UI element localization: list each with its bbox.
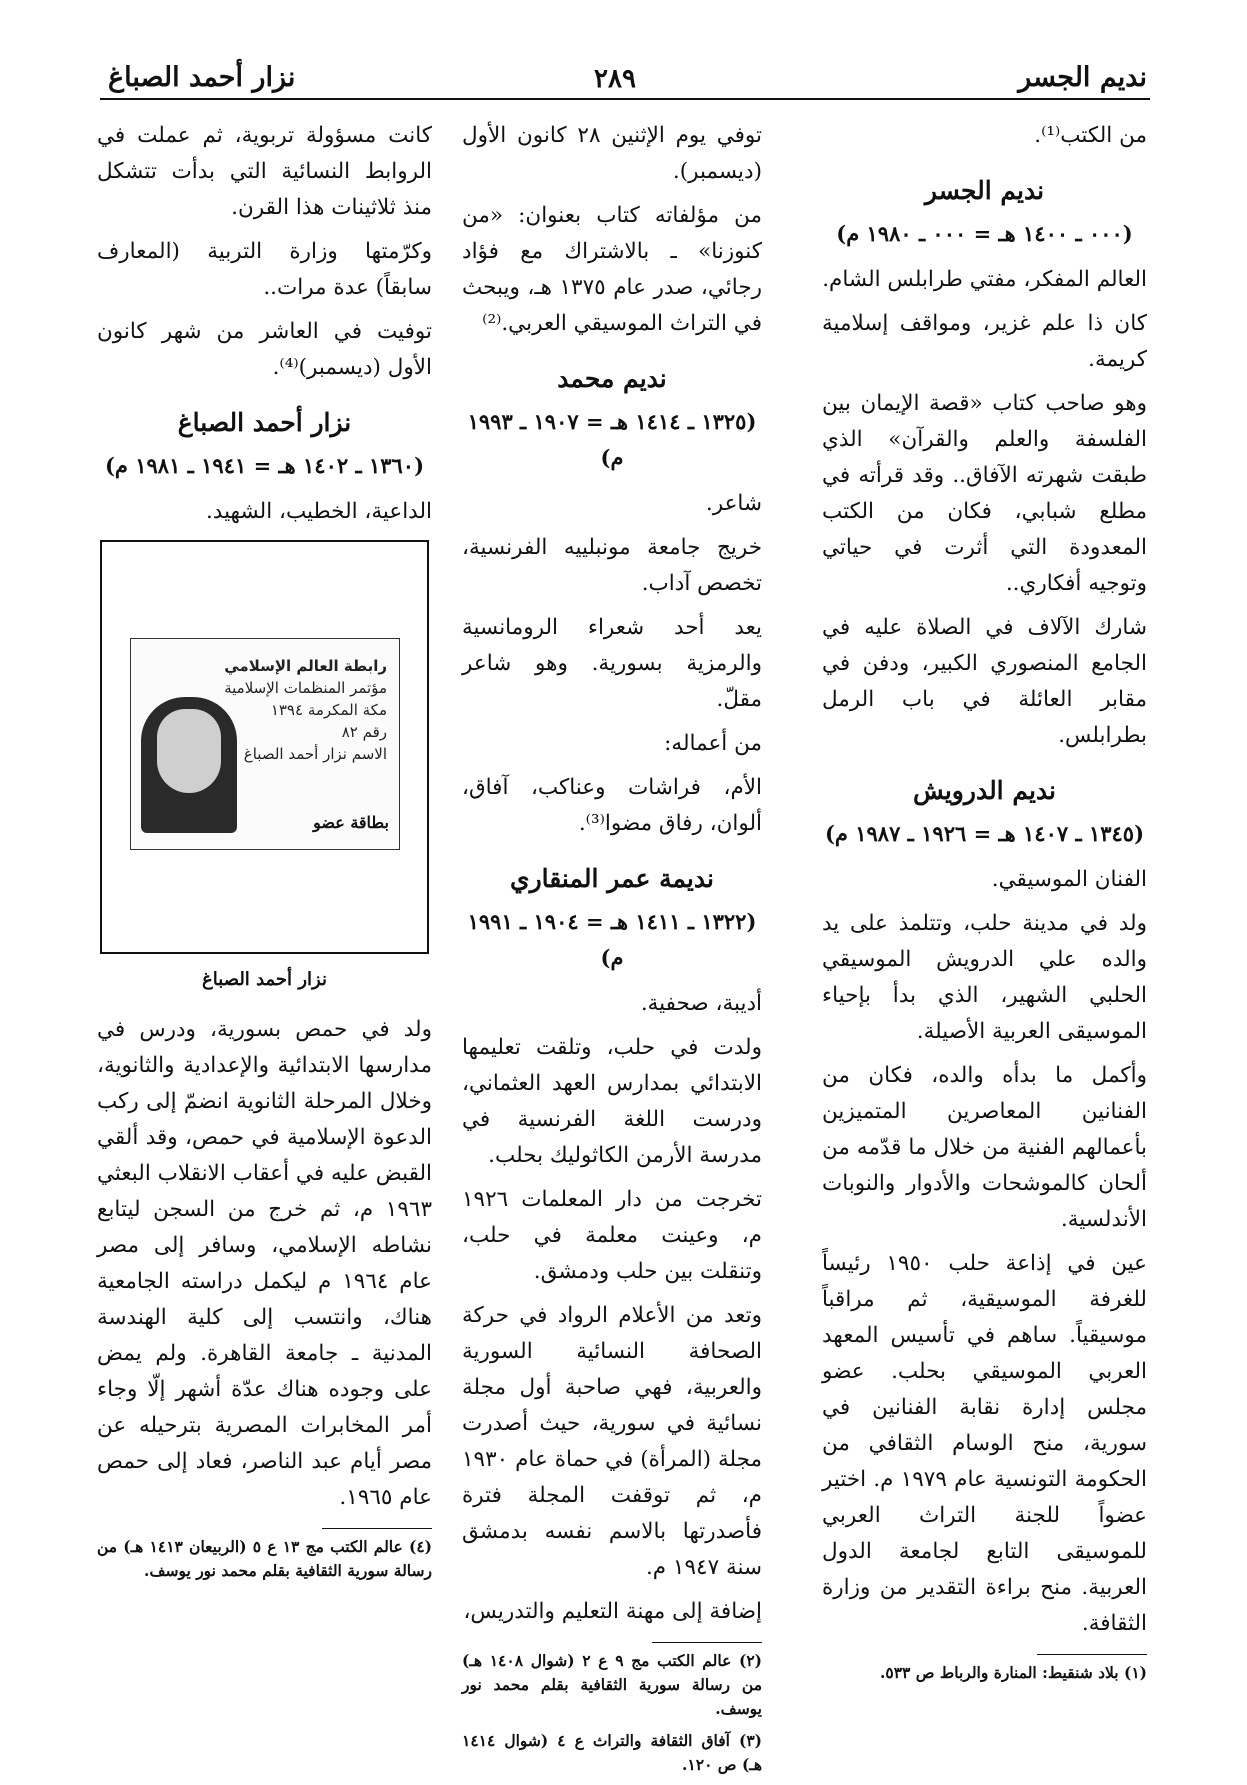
- footnote-rule: [1037, 1654, 1147, 1655]
- footnote: (١) بلاد شنقيط: المنارة والرباط ص ٥٣٣.: [879, 1663, 1147, 1682]
- card-text: مكة المكرمة ١٣٩٤: [270, 701, 387, 719]
- paragraph: الفنان الموسيقي.: [991, 867, 1147, 892]
- card-text: رقم ٨٢: [341, 723, 387, 741]
- footnote: (٤) عالم الكتب مج ١٣ ع ٥ (الربيعان ١٤١٣ هـ) من رسالة سورية الثقافية بقلم محمد نور يوسف.: [97, 1537, 432, 1580]
- paragraph: وكرّمتها وزارة التربية (المعارف سابقاً) عدة مرات..: [97, 239, 432, 300]
- footnote: (٣) آفاق الثقافة والتراث ع ٤ (شوال ١٤١٤ هـ) ص ١٢٠.: [462, 1731, 762, 1774]
- paragraph: كان ذا علم غزير، ومواقف إسلامية كريمة.: [822, 311, 1147, 372]
- entry-dates: (١٣٤٥ ـ ١٤٠٧ هـ = ١٩٢٦ ـ ١٩٨٧ م): [824, 821, 1144, 846]
- paragraph: أديبة، صحفية.: [640, 991, 762, 1016]
- card-text: رابطة العالم الإسلامي: [224, 657, 387, 675]
- paragraph: من الكتب⁽¹⁾.: [1034, 123, 1147, 148]
- membership-card-image: [130, 638, 400, 850]
- paragraph: توفي يوم الإثنين ٢٨ كانون الأول (ديسمبر).: [462, 123, 762, 184]
- entry-dates: (١٣٦٠ ـ ١٤٠٢ هـ = ١٩٤١ ـ ١٩٨١ م): [104, 453, 424, 478]
- paragraph: خريج جامعة مونبلييه الفرنسية، تخصص آداب.: [462, 535, 762, 596]
- column-middle: [462, 118, 762, 1785]
- paragraph: من مؤلفاته كتاب بعنوان: «من كنوزنا» ـ بالاشتراك مع فؤاد رجائي، صدر عام ١٣٧٥ هـ، ويبحث في التراث الموسيقي العربي.⁽²⁾: [462, 203, 762, 336]
- photo-frame: [100, 540, 429, 954]
- paragraph: عين في إذاعة حلب ١٩٥٠ رئيساً للغرفة الموسيقية، ثم مراقباً موسيقياً. ساهم في تأسيس المعهد العربي الموسيقي بحلب. عضو مجلس إدارة نقابة الفنانين في سورية، منح الوسام الثقافي من الحكومة التونسية عام ١٩٧٩ م. اختير عضواً للجنة التراث العربي للموسيقى التابع لجامعة الدول العربية. منح براءة التقدير من وزارة الثقافة.: [822, 1251, 1147, 1636]
- entry-heading: نزار أحمد الصباغ: [177, 408, 352, 437]
- column-right: [822, 118, 1147, 1693]
- paragraph: توفيت في العاشر من شهر كانون الأول (ديسمبر)⁽⁴⁾.: [97, 319, 432, 380]
- entry-dates: (٠٠٠ ـ ١٤٠٠ هـ = ٠٠٠ ـ ١٩٨٠ م): [836, 221, 1133, 246]
- entry-heading: نديم الجسر: [924, 176, 1045, 205]
- entry-dates: (١٣٢٥ ـ ١٤١٤ هـ = ١٩٠٧ ـ ١٩٩٣ م): [467, 409, 757, 470]
- footnote: (٢) عالم الكتب مج ٩ ع ٢ (شوال ١٤٠٨ هـ) من رسالة سورية الثقافية بقلم محمد نور يوسف.: [462, 1651, 762, 1718]
- paragraph: وتعد من الأعلام الرواد في حركة الصحافة النسائية السورية والعربية، فهي صاحبة أول مجلة نسائية في سورية، حيث أصدرت مجلة (المرأة) في حماة عام ١٩٣٠ م، ثم توقفت المجلة فترة فأصدرتها بالاسم نفسه بدمشق سنة ١٩٤٧ م.: [462, 1303, 762, 1580]
- card-text: الاسم نزار أحمد الصباغ: [243, 745, 387, 763]
- paragraph: ولدت في حلب، وتلقت تعليمها الابتدائي بمدارس العهد العثماني، ودرست اللغة الفرنسية في مدرسة الأرمن الكاثوليك بحلب.: [462, 1035, 762, 1168]
- footnote-rule: [322, 1528, 432, 1529]
- paragraph: كانت مسؤولة تربوية، ثم عملت في الروابط النسائية التي بدأت تتشكل منذ ثلاثينات هذا القرن.: [97, 123, 432, 220]
- footnote-rule: [652, 1642, 762, 1643]
- paragraph: وهو صاحب كتاب «قصة الإيمان بين الفلسفة والعلم والقرآن» الذي طبقت شهرته الآفاق.. وقد قرأته في مطلع شبابي، فكان من الكتب المعدودة التي أثرت في حياتي وتوجيه أفكاري..: [822, 391, 1147, 596]
- paragraph: الأم، فراشات وعناكب، آفاق، ألوان، رفاق مضوا⁽³⁾.: [462, 775, 762, 836]
- entry-heading: نديم الدرويش: [912, 776, 1057, 805]
- card-text: مؤتمر المنظمات الإسلامية: [224, 679, 387, 697]
- paragraph: شارك الآلاف في الصلاة عليه في الجامع المنصوري الكبير، ودفن في مقابر العائلة في باب الرمل بطرابلس.: [822, 615, 1147, 748]
- entry-heading: نديم محمد: [557, 364, 667, 393]
- paragraph: من أعماله:: [664, 731, 762, 756]
- running-header-right: نديم الجسر: [1018, 62, 1147, 93]
- paragraph: العالم المفكر، مفتي طرابلس الشام.: [822, 267, 1147, 292]
- running-header-left: نزار أحمد الصباغ: [108, 62, 296, 93]
- paragraph: شاعر.: [705, 491, 762, 516]
- entry-dates: (١٣٢٢ ـ ١٤١١ هـ = ١٩٠٤ ـ ١٩٩١ م): [467, 909, 757, 970]
- paragraph: يعد أحد شعراء الرومانسية والرمزية بسورية. وهو شاعر مقلّ.: [462, 615, 762, 712]
- paragraph: الداعية، الخطيب، الشهيد.: [205, 499, 432, 524]
- paragraph: إضافة إلى مهنة التعليم والتدريس،: [463, 1599, 762, 1624]
- entry-heading: نديمة عمر المنقاري: [510, 864, 714, 893]
- paragraph: وأكمل ما بدأه والده، فكان من الفنانين المعاصرين المتميزين بأعمالهم الفنية من خلال ما قدّمه من ألحان كالموشحات والأدوار والنوبات الأندلسية.: [822, 1063, 1147, 1232]
- page-number: ٢٨٩: [594, 64, 636, 94]
- paragraph: تخرجت من دار المعلمات ١٩٢٦ م، وعينت معلمة في حلب، وتنقلت بين حلب ودمشق.: [462, 1187, 762, 1284]
- portrait-face: [157, 709, 221, 793]
- photo-caption: نزار أحمد الصباغ: [202, 969, 327, 990]
- header-rule: [100, 98, 1150, 100]
- card-footer: بطاقة عضو: [313, 813, 389, 832]
- paragraph: ولد في حمص بسورية، ودرس في مدارسها الابتدائية والإعدادية والثانوية، وخلال المرحلة الثانوية انضمّ إلى ركب الدعوة الإسلامية في حمص، وقد ألقي القبض عليه في أعقاب الانقلاب البعثي ١٩٦٣ م، ثم خرج من السجن ليتابع نشاطه الإسلامي، وسافر إلى مصر عام ١٩٦٤ م ليكمل دراسته الجامعية هناك، وانتسب إلى كلية الهندسة المدنية ـ جامعة القاهرة. ولم يمض على وجوده هناك عدّة أشهر إلّا وجاء أمر المخابرات المصرية بترحيله عن مصر أيام عبد الناصر، فعاد إلى حمص عام ١٩٦٥.: [97, 1017, 432, 1510]
- column-left: [97, 118, 432, 1591]
- paragraph: ولد في مدينة حلب، وتتلمذ على يد والده علي الدرويش الموسيقي الحلبي الشهير، الذي بدأ بإحياء الموسيقى العربية الأصيلة.: [822, 911, 1147, 1044]
